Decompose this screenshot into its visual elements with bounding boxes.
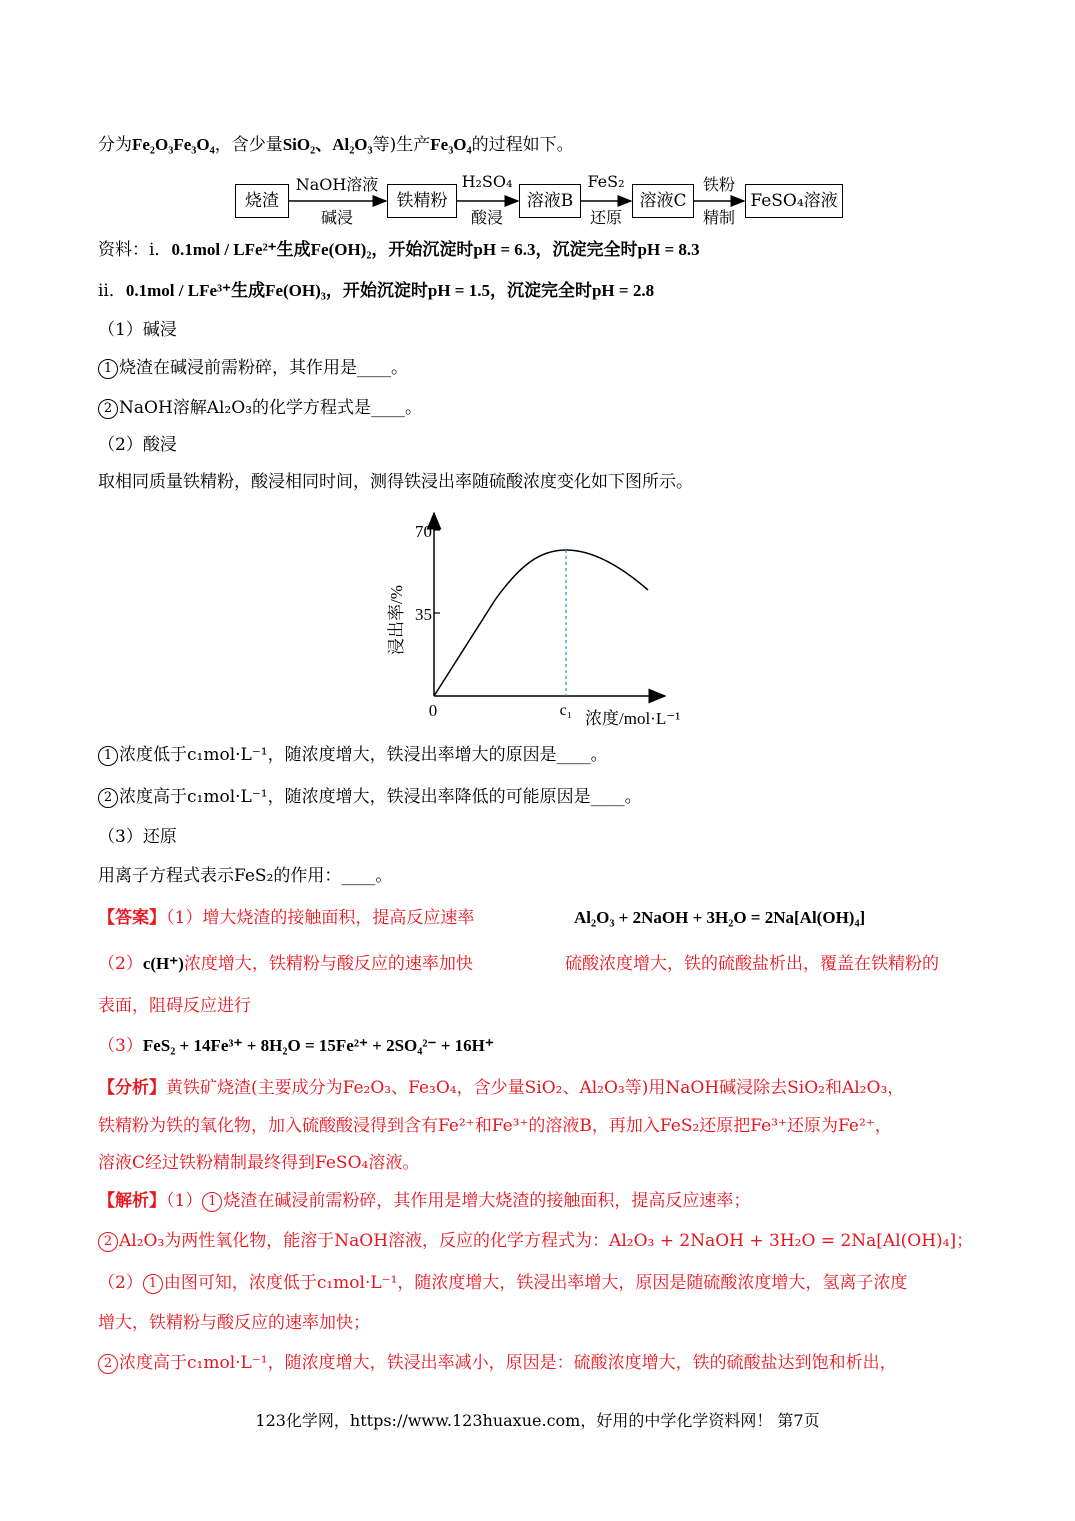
flow-arrow-label-top: 铁粉 [702, 175, 735, 194]
question-text: 烧渣在碱浸前需粉碎，其作用是____。 [119, 358, 408, 378]
info-text: 0.1mol / LFe²⁺生成Fe(OH)₂，开始沉淀时pH = 6.3，沉淀完全时pH = 8.3 [171, 240, 700, 259]
y-tick-label: 70 [415, 522, 432, 541]
q2-desc: 取相同质量铁精粉，酸浸相同时间，测得铁浸出率随硫酸浓度变化如下图所示。 [98, 472, 693, 492]
info-ii [98, 279, 654, 303]
analysis-text: 黄铁矿烧渣(主要成分为Fe₂O₃、Fe₃O₄，含少量SiO₂、Al₂O₃等)用NaOH碱浸除去SiO₂和Al₂O₃， [166, 1078, 905, 1098]
intro-suffix: 的过程如下。 [471, 135, 574, 155]
analysis-label: 【分析】 [98, 1078, 166, 1097]
q1-heading: （1）碱浸 [98, 320, 177, 340]
intro-mid: 等)生产 [372, 135, 431, 155]
explanation-text: 由图可知，浓度低于c₁mol·L⁻¹，随浓度增大，铁浸出率增大，原因是随硫酸浓度增大，氢离子浓度 [163, 1273, 908, 1293]
intro-mid: ，含少量 [214, 135, 283, 155]
y-axis-label: 浸出率/% [387, 585, 406, 655]
info-prefix: ii． [98, 281, 126, 301]
circled-number: 1 [98, 359, 118, 379]
explanation-line-4: 增大，铁精粉与酸反应的速率加快； [98, 1313, 370, 1333]
flow-arrow-label-bottom: 酸浸 [470, 208, 503, 227]
flow-arrows [0, 0, 1075, 240]
q2-sub1 [98, 743, 608, 767]
answer-line-2b: 硫酸浓度增大，铁的硫酸盐析出，覆盖在铁精粉的 [565, 954, 939, 974]
explanation-text: 浓度高于c₁mol·L⁻¹，随浓度增大，铁浸出率减小，原因是：硫酸浓度增大，铁的硫酸盐达到饱和析出， [119, 1353, 897, 1373]
q3-heading: （3）还原 [98, 827, 177, 847]
flow-box: 烧渣 [235, 184, 289, 218]
circled-number: 1 [202, 1192, 222, 1212]
question-text: NaOH溶解Al₂O₃的化学方程式是____。 [119, 398, 423, 418]
answer-line-1 [98, 906, 474, 930]
circled-number: 2 [98, 1354, 118, 1374]
explanation-line-2 [98, 1229, 973, 1253]
info-text: 0.1mol / LFe³⁺生成Fe(OH)₃，开始沉淀时pH = 1.5，沉淀完全时pH = 2.8 [125, 281, 655, 300]
answer-label: 【答案】 [98, 908, 166, 927]
circled-number: 2 [98, 788, 118, 808]
flow-box: 溶液B [519, 184, 581, 218]
flow-box: 溶液C [632, 184, 694, 218]
explanation-line-3 [98, 1271, 907, 1295]
answer-text: （1）增大烧渣的接触面积，提高反应速率 [166, 908, 475, 928]
explanation-text: （2） [98, 1273, 143, 1293]
answer-text: （2） [98, 954, 143, 974]
flow-arrow-label-top: H₂SO₄ [461, 172, 513, 191]
intro-prefix: 分为 [98, 135, 132, 155]
q1-sub1 [98, 356, 408, 380]
x-tick-label: 0 [428, 701, 438, 720]
intro-formula: Fe₂O₃Fe₃O₄ [132, 135, 215, 154]
equation-text: Al₂O₃ + 2NaOH + 3H₂O = 2Na[Al(OH)₄] [574, 908, 866, 927]
answer-text: （3） [98, 1036, 143, 1056]
flow-box: FeSO₄溶液 [745, 184, 843, 218]
flow-arrow-label-top: FeS₂ [587, 172, 625, 191]
explanation-text: Al₂O₃为两性氧化物，能溶于NaOH溶液，反应的化学方程式为：Al₂O₃ + 2NaOH + 3H₂O = 2Na[Al(OH)₄]； [119, 1231, 974, 1251]
flow-arrow-label-bottom: 还原 [589, 208, 622, 227]
answer-line-2 [98, 952, 473, 976]
intro-formula: Fe₃O₄ [430, 135, 472, 154]
leaching-rate-chart [380, 505, 710, 735]
q1-sub2 [98, 396, 422, 420]
answer-line-4 [98, 1034, 494, 1058]
circled-number: 2 [98, 399, 118, 419]
circled-number: 1 [98, 746, 118, 766]
leaching-curve [434, 550, 648, 696]
explanation-line-1 [98, 1189, 750, 1213]
intro-formula: SiO₂、Al₂O₃ [282, 135, 373, 154]
q3-desc: 用离子方程式表示FeS₂的作用：____。 [98, 866, 393, 886]
analysis-line-3: 溶液C经过铁粉精制最终得到FeSO₄溶液。 [98, 1153, 420, 1173]
q2-sub2 [98, 785, 642, 809]
y-tick-label: 35 [415, 605, 432, 624]
analysis-line-1 [98, 1076, 904, 1100]
x-tick-label: c₁ [559, 702, 573, 719]
info-i [98, 238, 700, 262]
page-footer: 123化学网，https://www.123huaxue.com，好用的中学化学资料网！ 第7页 [255, 1411, 820, 1430]
circled-number: 1 [143, 1274, 163, 1294]
equation-text: FeS₂ + 14Fe³⁺ + 8H₂O = 15Fe²⁺ + 2SO₄²⁻ + 16H⁺ [142, 1036, 494, 1055]
flow-arrow-label-bottom: 精制 [702, 208, 735, 227]
equation-text: c(H⁺) [142, 954, 184, 973]
question-text: 浓度高于c₁mol·L⁻¹，随浓度增大，铁浸出率降低的可能原因是____。 [119, 787, 642, 807]
flow-arrow-label-top: NaOH溶液 [295, 175, 379, 194]
q2-heading: （2）酸浸 [98, 435, 177, 455]
analysis-line-2: 铁精粉为铁的氧化物，加入硫酸酸浸得到含有Fe²⁺和Fe³⁺的溶液B，再加入FeS₂还原把Fe³⁺还原为Fe²⁺， [98, 1116, 892, 1136]
explanation-text: 烧渣在碱浸前需粉碎，其作用是增大烧渣的接触面积，提高反应速率； [223, 1191, 751, 1211]
circled-number: 2 [98, 1232, 118, 1252]
answer-equation [574, 906, 865, 930]
explanation-label: 【解析】 [98, 1191, 166, 1210]
explanation-line-5 [98, 1351, 897, 1375]
info-prefix: 资料：i． [98, 240, 172, 260]
flow-arrow-label-bottom: 碱浸 [320, 208, 353, 227]
x-axis-label: 浓度/mol·L⁻¹ [585, 709, 681, 728]
answer-line-3: 表面，阻碍反应进行 [98, 996, 251, 1016]
question-text: 浓度低于c₁mol·L⁻¹，随浓度增大，铁浸出率增大的原因是____。 [119, 745, 608, 765]
answer-text: 浓度增大，铁精粉与酸反应的速率加快 [183, 954, 473, 974]
flow-box: 铁精粉 [387, 184, 457, 218]
explanation-text: （1） [166, 1191, 203, 1211]
